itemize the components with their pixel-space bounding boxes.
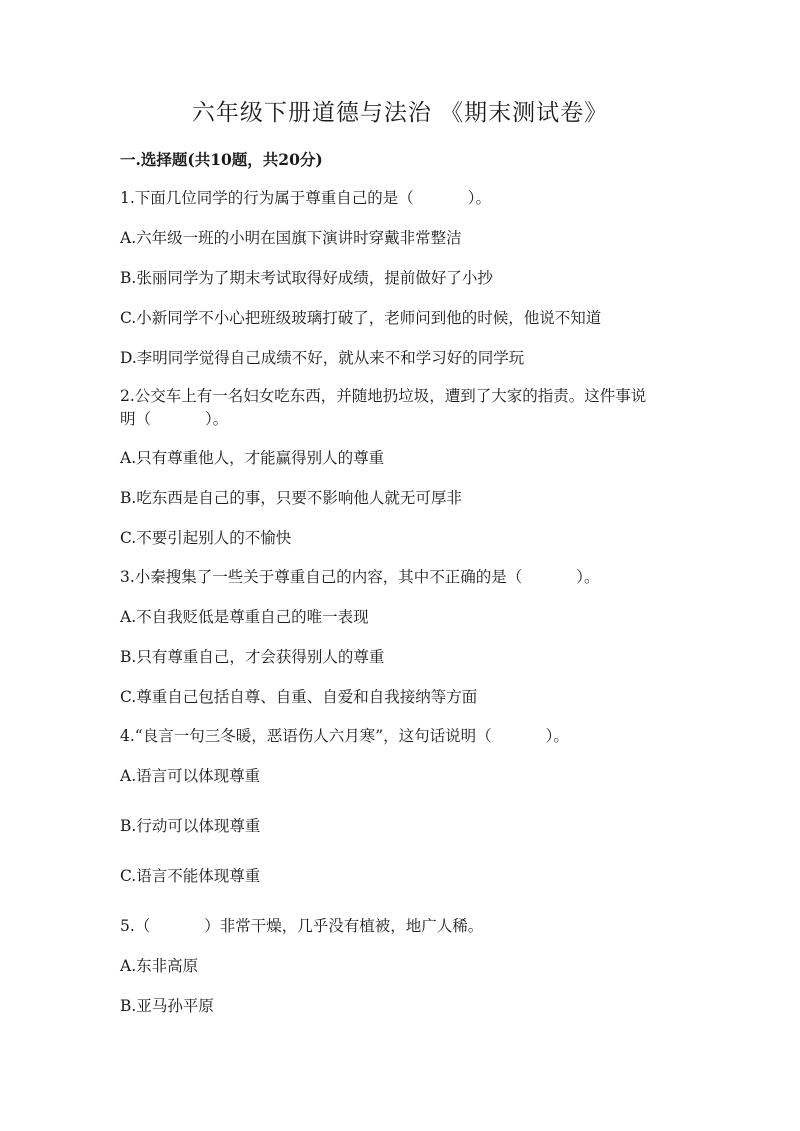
question-stem-text: 5.（ — [120, 917, 151, 935]
question-2-option-c: C.不要引起别人的不愉快 — [120, 529, 292, 547]
question-5-option-b: B.亚马孙平原 — [120, 997, 214, 1015]
question-5-stem — [120, 916, 483, 936]
question-stem-text: ）。 — [467, 189, 492, 207]
question-3-option-b: B.只有尊重自己，才会获得别人的尊重 — [120, 648, 385, 666]
question-stem-text: 3.小秦搜集了一些关于尊重自己的内容，其中不正确的是（ — [120, 568, 523, 586]
question-1-option-c: C.小新同学不小心把班级玻璃打破了，老师问到他的时候，他说不知道 — [120, 309, 602, 327]
question-5-option-a: A.东非高原 — [120, 957, 199, 975]
question-stem-text: 明（ — [120, 410, 152, 428]
question-stem-text: ）。 — [576, 568, 600, 586]
question-1-option-a: A.六年级一班的小明在国旗下演讲时穿戴非常整洁 — [120, 229, 462, 247]
section-heading: 一.选择题(共10题，共20分) — [120, 150, 323, 169]
question-2-option-a: A.只有尊重他人，才能赢得别人的尊重 — [120, 449, 385, 467]
question-4-option-a: A.语言可以体现尊重 — [120, 767, 261, 785]
question-1-stem — [120, 188, 491, 208]
question-3-option-c: C.尊重自己包括自尊、自重、自爱和自我接纳等方面 — [120, 688, 478, 706]
question-stem-text: ）。 — [545, 727, 569, 745]
question-4-option-c: C.语言不能体现尊重 — [120, 867, 261, 885]
question-2-stem-line2 — [120, 409, 228, 429]
question-1-option-d: D.李明同学觉得自己成绩不好，就从来不和学习好的同学玩 — [120, 349, 525, 367]
question-stem-text: ）非常干燥，几乎没有植被，地广人稀。 — [204, 917, 484, 935]
question-stem-text: 4.“良言一句三冬暖，恶语伤人六月寒”，这句话说明（ — [120, 727, 492, 745]
question-2-stem-line1: 2.公交车上有一名妇女吃东西，并随地扔垃圾，遭到了大家的指责。这件事说 — [120, 387, 647, 405]
question-3-option-a: A.不自我贬低是尊重自己的唯一表现 — [120, 608, 369, 626]
question-4-stem — [120, 726, 569, 746]
question-3-stem — [120, 567, 600, 587]
question-stem-text: ）。 — [205, 410, 229, 428]
question-4-option-b: B.行动可以体现尊重 — [120, 817, 261, 835]
question-1-option-b: B.张丽同学为了期末考试取得好成绩，提前做好了小抄 — [120, 269, 493, 287]
page-title: 六年级下册道德与法治 《期末测试卷》 — [191, 100, 609, 126]
question-stem-text: 1.下面几位同学的行为属于尊重自己的是（ — [120, 189, 414, 207]
question-2-option-b: B.吃东西是自己的事，只要不影响他人就无可厚非 — [120, 489, 462, 507]
